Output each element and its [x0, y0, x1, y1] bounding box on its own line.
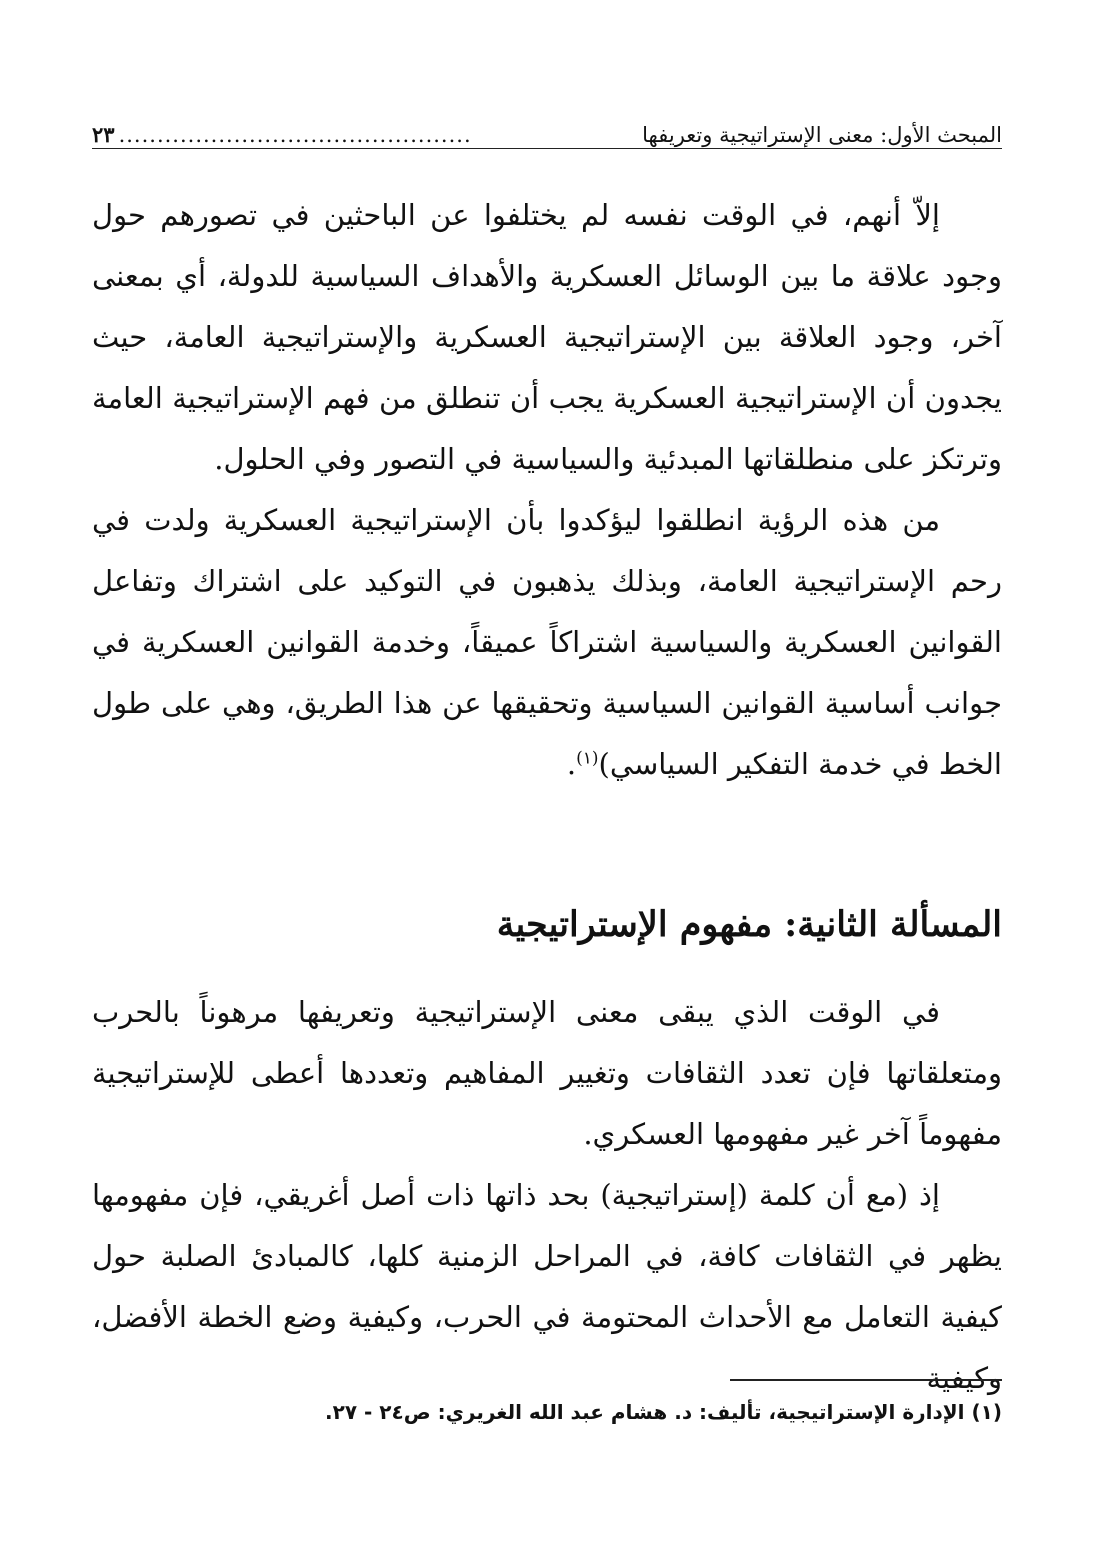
page-number: ٢٣ — [92, 122, 115, 147]
body-text-top — [92, 185, 1002, 795]
paragraph-3: في الوقت الذي يبقى معنى الإستراتيجية وتعريفها مرهوناً بالحرب ومتعلقاتها فإن تعدد الثقافات وتغيير المفاهيم وتعددها أعطى للإستراتيجية مفهوماً آخر غير مفهومها العسكري. — [92, 995, 1002, 1151]
paragraph-2-text: من هذه الرؤية انطلقوا ليؤكدوا بأن الإستراتيجية العسكرية ولدت في رحم الإستراتيجية العامة، وبذلك يذهبون في التوكيد على اشتراك وتفاعل القوانين العسكرية والسياسية اشتراكاً عميقاً، وخدمة القوانين العسكرية في جوانب أساسية القوانين السياسية وتحقيقها عن هذا الطريق، وهي على طول الخط في خدمة التفكير السياسي) — [92, 503, 1002, 781]
paragraph-1: إلاّ أنهم، في الوقت نفسه لم يختلفوا عن الباحثين في تصورهم حول وجود علاقة ما بين الوسائل العسكرية والأهداف السياسية للدولة، أي بمعنى آخر، وجود العلاقة بين الإستراتيجية العسكرية والإستراتيجية العامة، حيث يجدون أن الإستراتيجية العسكرية يجب أن تنطلق من فهم الإستراتيجية العامة وترتكز على منطلقاتها المبدئية والسياسية في التصور وفي الحلول. — [92, 198, 1002, 476]
header-title: المبحث الأول: معنى الإستراتيجية وتعريفها — [642, 123, 1002, 147]
paragraph-4: إذ (مع أن كلمة (إستراتيجية) بحد ذاتها ذات أصل أغريقي، فإن مفهومها يظهر في الثقافات كافة، في المراحل الزمنية كلها، كالمبادئ الصلبة حول كيفية التعامل مع الأحداث المحتومة في الحرب، وكيفية وضع الخطة الأفضل، وكيفية — [92, 1178, 1002, 1395]
running-header — [92, 116, 1002, 149]
footnote-divider — [730, 1379, 1002, 1381]
paragraph-2-end: . — [566, 747, 577, 781]
footnote-reference: (١) — [576, 748, 599, 769]
body-text-section — [92, 982, 1002, 1409]
footnote: (١) الإدارة الإستراتيجية، تأليف: د. هشام عبد الله الغريري: ص٢٤ - ٢٧. — [325, 1400, 1002, 1424]
paragraph-2 — [92, 490, 1002, 795]
header-leader-dots: .............................................. — [118, 123, 472, 147]
section-heading: المسألة الثانية: مفهوم الإستراتيجية — [496, 904, 1002, 945]
